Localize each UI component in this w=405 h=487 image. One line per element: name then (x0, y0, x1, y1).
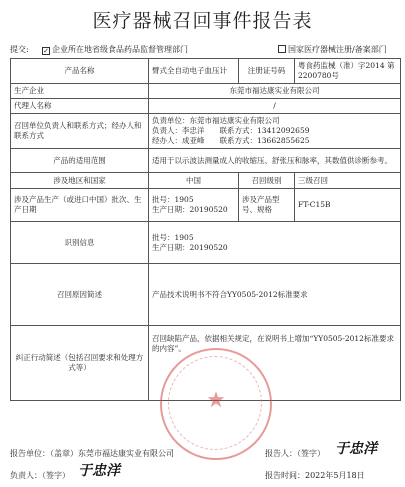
reg-no-value: 粤食药监械（准）字2014 第2200780号 (295, 59, 401, 84)
identify-value (149, 222, 401, 264)
contact-unit: 负责单位：东莞市福达康实业有限公司 (152, 116, 280, 125)
contact-person-1: 负责人：李忠洋 联系方式：13412092659 (152, 126, 310, 135)
report-date-value: 2022年5月18日 (305, 471, 365, 480)
scope-label: 产品的适用范围 (11, 149, 149, 173)
level-value: 三级召回 (295, 173, 401, 189)
scope-value: 适用于以示波法测量成人的收缩压、舒张压和脉率，其数值供诊断参考。 (149, 149, 401, 173)
batch-label: 涉及产品生产（或进口中国）批次、生产日期 (11, 189, 149, 222)
reason-label: 召回原因简述 (11, 264, 149, 326)
reporter-unit-label: 报告单位：（盖章） (10, 449, 78, 458)
submit-option-province-label: 企业所在地省级食品药品监督管理部门 (52, 45, 188, 54)
submit-label: 提交: (10, 45, 29, 54)
batch-value (149, 189, 239, 222)
action-value: 召回缺陷产品，依据相关规定，在说明书上增加“YY0505-2012标准要求的内容”。 (149, 326, 401, 401)
leader-label: 负责人：（签字） (10, 471, 70, 480)
submit-option-national[interactable] (278, 44, 387, 55)
leader-signature: 于忠洋 (78, 463, 120, 479)
action-label: 纠正行动简述（包括召回要求和处理方式等） (11, 326, 149, 401)
page-title: 医疗器械召回事件报告表 (92, 10, 313, 32)
contact-person-2: 经办人：成亚峰 联系方式：13662855625 (152, 136, 310, 145)
checkbox-checked-icon[interactable]: ✓ (43, 47, 49, 55)
identify-label: 识别信息 (11, 222, 149, 264)
agent-value: / (149, 99, 401, 114)
reason-value: 产品技术说明书不符合YY0505-2012标准要求 (149, 264, 401, 326)
model-label: 涉及产品型号、规格 (239, 189, 295, 222)
checkbox-empty-icon[interactable] (278, 45, 286, 53)
product-name-value: 臂式全自动电子血压计 (149, 59, 239, 84)
region-value: 中国 (149, 173, 239, 189)
identify-batch: 批号：1905 (152, 232, 194, 242)
signature-area (10, 388, 400, 483)
batch-date: 生产日期：20190520 (152, 205, 228, 214)
agent-label: 代理人名称 (11, 99, 149, 114)
reg-no-label: 注册证号码 (239, 59, 295, 84)
contact-value (149, 114, 401, 149)
submit-option-national-label: 国家医疗器械注册/备案部门 (288, 45, 387, 54)
batch-number: 批号：1905 (152, 195, 194, 204)
submit-option-province[interactable] (42, 44, 188, 55)
report-date-label: 报告时间： (265, 471, 305, 480)
region-label: 涉及地区和国家 (11, 173, 149, 189)
manufacturer-label: 生产企业 (11, 84, 149, 99)
level-label: 召回级别 (239, 173, 295, 189)
identify-date: 生产日期：20190520 (152, 242, 228, 252)
reporter-unit-value: 东莞市福达康实业有限公司 (78, 449, 174, 458)
product-name-label: 产品名称 (11, 59, 149, 84)
company-seal-stamp (160, 348, 272, 460)
seal-star-icon: ★ (206, 388, 226, 413)
manufacturer-value: 东莞市福达康实业有限公司 (149, 84, 401, 99)
contact-label: 召回单位负责人和联系方式；经办人和联系方式 (11, 114, 149, 149)
reporter-person-label: 报告人：（签字） (265, 449, 325, 458)
model-value: FT-C15B (295, 189, 401, 222)
reporter-signature: 于忠洋 (335, 441, 377, 457)
